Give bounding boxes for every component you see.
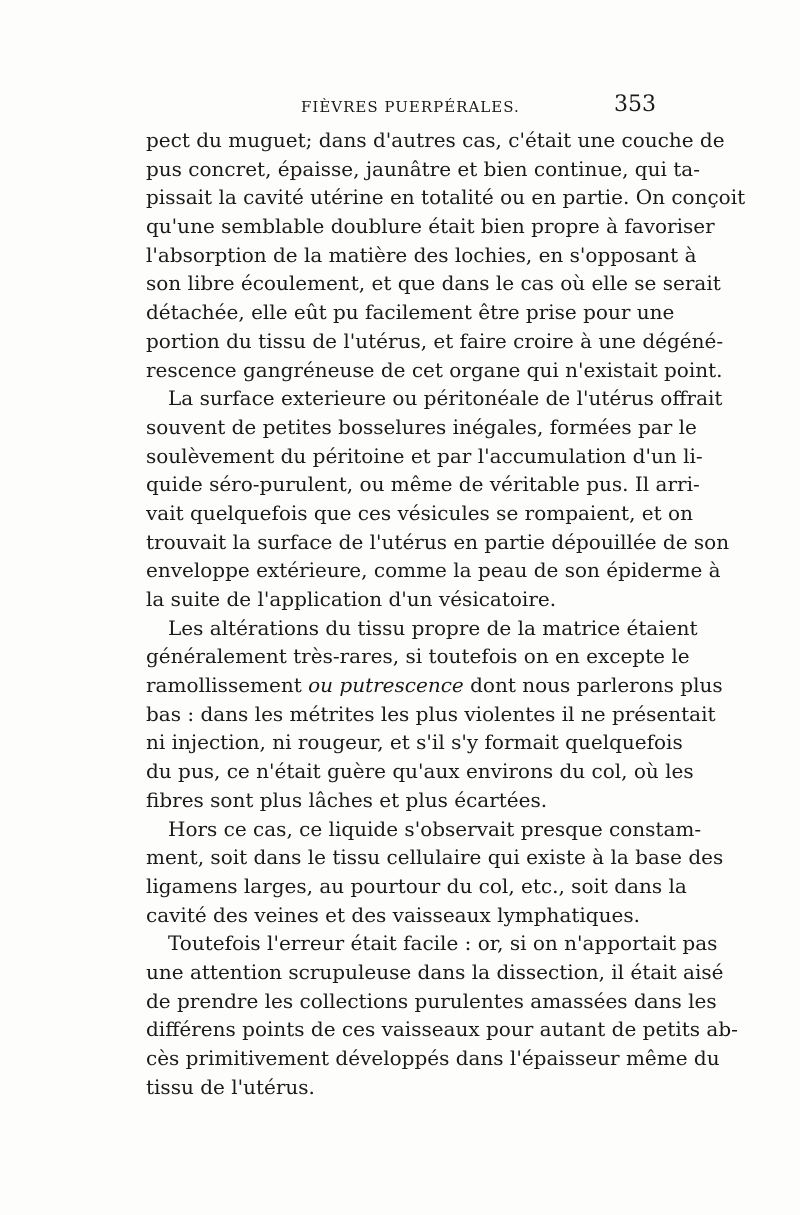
text-line: vait quelquefois que ces vésicules se rompaient, et on (146, 500, 693, 525)
text-line: ni injection, ni rougeur, et s'il s'y formait quelquefois (146, 730, 683, 755)
text-line (146, 671, 723, 700)
italic-phrase: ou putrescence (308, 673, 464, 698)
text-line: trouvait la surface de l'utérus en partie dépouillée de son (146, 529, 730, 554)
text-line: enveloppe extérieure, comme la peau de son épiderme à (146, 558, 721, 583)
text-line: du pus, ce n'était guère qu'aux environs du col, où les (146, 759, 694, 784)
text-line: La surface exterieure ou péritonéale de l'utérus offrait (168, 386, 723, 411)
text-line: différens points de ces vaisseaux pour autant de petits ab- (146, 1017, 738, 1042)
text-line: Les altérations du tissu propre de la matrice étaient (168, 615, 698, 640)
text-line: Hors ce cas, ce liquide s'observait presque constam- (168, 816, 702, 841)
body-text (146, 126, 746, 1101)
text-line: l'absorption de la matière des lochies, en s'opposant à (146, 242, 697, 267)
text-line: détachée, elle eût pu facilement être prise pour une (146, 300, 675, 325)
text-line: bas : dans les métrites les plus violentes il ne présentait (146, 701, 716, 726)
text-line: pissait la cavité utérine en totalité ou en partie. On conçoit (146, 185, 746, 210)
text-line: cavité des veines et des vaisseaux lymphatiques. (146, 902, 640, 927)
text-line: une attention scrupuleuse dans la dissection, il était aisé (146, 959, 724, 984)
text-line: cès primitivement développés dans l'épaisseur même du (146, 1046, 720, 1070)
running-title: FIÈVRES PUERPÉRALES. (301, 98, 520, 116)
text-line: pus concret, épaisse, jaunâtre et bien continue, qui ta- (146, 156, 700, 181)
text-line: tissu de l'utérus. (146, 1074, 315, 1099)
text-line: Toutefois l'erreur était facile : or, si on n'apportait pas (168, 931, 718, 956)
page-header (146, 92, 656, 122)
text-line: de prendre les collections purulentes amassées dans les (146, 988, 717, 1013)
page-number: 353 (614, 92, 656, 117)
text-line: qu'une semblable doublure était bien propre à favoriser (146, 214, 715, 239)
text-line: ment, soit dans le tissu cellulaire qui existe à la base des (146, 845, 724, 870)
text-line: fibres sont plus lâches et plus écartées. (146, 787, 548, 812)
text-line: pect du muguet; dans d'autres cas, c'était une couche de (146, 128, 725, 152)
text-line: la suite de l'application d'un vésicatoire. (146, 587, 557, 611)
text-line: portion du tissu de l'utérus, et faire croire à une dégéné- (146, 328, 724, 353)
text-line: son libre écoulement, et que dans le cas où elle se serait (146, 271, 721, 296)
text-line: généralement très-rares, si toutefois on en excepte le (146, 644, 690, 669)
text-run: ramollissement (146, 673, 302, 698)
text-line: souvent de petites bosselures inégales, formées par le (146, 414, 697, 439)
text-line: rescence gangréneuse de cet organe qui n'existait point. (146, 357, 723, 382)
text-run: dont nous parlerons plus (470, 673, 723, 698)
text-line: soulèvement du péritoine et par l'accumulation d'un li- (146, 443, 703, 468)
text-line: quide séro-purulent, ou même de véritable pus. Il arri- (146, 472, 700, 497)
text-line: ligamens larges, au pourtour du col, etc., soit dans la (146, 873, 687, 898)
